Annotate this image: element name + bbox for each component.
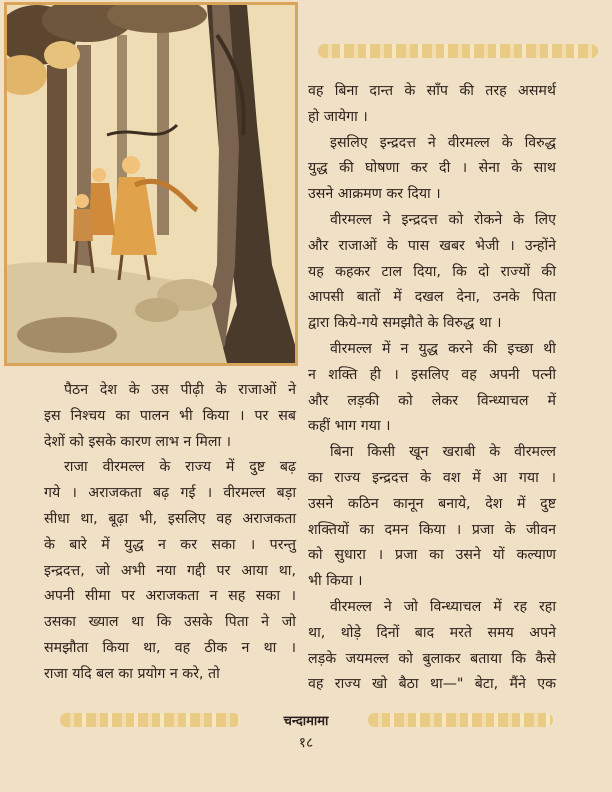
text-line: युद्ध की घोषणा कर दी । सेना के साथ [308,160,556,177]
text-line: वह बिना दान्त के साँप की तरह असमर्थ [308,83,556,99]
text-line: उसका ख्याल था कि उसके पिता ने जो [44,614,296,631]
text-line: कहीं भाग गया । [308,418,391,435]
paragraph [44,378,296,455]
text-line: था, थोड़े दिनों बाद मरते समय अपने [308,624,556,641]
ornament-band-footer-right [368,713,553,727]
text-line: सीधा था, बूढ़ा भी, इसलिए वह अराजकता [44,510,296,527]
text-line: इन्द्रदत्त, जो अभी नया गद्दी पर आया था, [44,562,296,579]
text-line: को सुधारा । प्रजा का उसने यों कल्याण [308,547,556,564]
text-line: राजा यदि बल का प्रयोग न करे, तो [44,665,220,682]
ornament-band-footer-left [60,713,240,727]
text-line: इसलिए इन्द्रदत्त ने वीरमल्ल के विरुद्ध [330,134,556,151]
magazine-title: चन्दामामा [283,714,329,729]
text-line: का राज्य इन्द्रदत्त के वश में आ गया । [308,469,556,486]
text-line: वीरमल्ल ने जो विन्ध्याचल में रह रहा [330,598,556,615]
forest-scene-illustration [7,5,295,363]
text-line: द्वारा किये-गये समझौते के विरुद्ध था । [308,315,502,332]
right-text-column [308,79,556,698]
paragraph [308,79,556,131]
text-line: उसने आक्रमण कर दिया । [308,186,441,203]
left-text-column [44,378,296,688]
page-number: १८ [298,735,314,751]
text-line: और लड़की को लेकर विन्ध्याचल में [308,392,556,409]
paragraph [308,208,556,337]
text-line: बिना किसी खून खराबी के वीरमल्ल [330,444,556,461]
paragraph [308,337,556,440]
text-line: आपसी बातों में दखल देना, उनके पिता [308,289,556,306]
text-line: अपनी सीमा पर अराजकता न सह सका । [44,588,296,605]
text-line: गये । अराजकता बढ़ गई । वीरमल्ल बड़ा [44,485,296,502]
text-line: यह कहकर टाल दिया, कि दो राज्यों की [308,263,556,280]
paragraph [308,595,556,698]
text-line: वीरमल्ल में न युद्ध करने की इच्छा थी [330,340,556,357]
forest-illustration [4,2,298,366]
text-line: राजा वीरमल्ल के राज्य में दुष्ट बढ़ [64,459,296,476]
text-line: उसने कठिन कानून बनाये, देश में दुष्ट [308,495,556,512]
paragraph [308,440,556,595]
text-line: शक्तियों का दमन किया । प्रजा के जीवन [308,521,556,538]
text-line: वीरमल्ल ने इन्द्रदत्त को रोकने के लिए [330,211,556,228]
ornament-band-top [318,44,598,58]
paragraph [44,455,296,687]
text-line: वह राज्य खो बैठा था—" बेटा, मैंने एक [308,676,556,693]
text-line: न शक्ति ही । इसलिए वह अपनी पत्नी [308,366,556,383]
paragraph [308,131,556,157]
text-line: भी किया । [308,573,363,590]
text-line: समझौता किया था, वह ठीक न था । [44,639,296,656]
text-line: और राजाओं के पास खबर भेजी । उन्होंने [308,237,556,254]
text-line: हो जायेगा । [308,108,368,125]
text-line: के बारे में युद्ध न कर सका । परन्तु [44,536,296,553]
text-line: देशों को इसके कारण लाभ न मिला । [44,433,232,450]
text-line: लड़के जयमल्ल को बुलाकर बताया कि कैसे [308,650,556,667]
text-line: इस निश्चय का पालन भी किया । पर सब [44,407,296,424]
text-line: पैठन देश के उस पीढ़ी के राजाओं ने [64,382,296,398]
